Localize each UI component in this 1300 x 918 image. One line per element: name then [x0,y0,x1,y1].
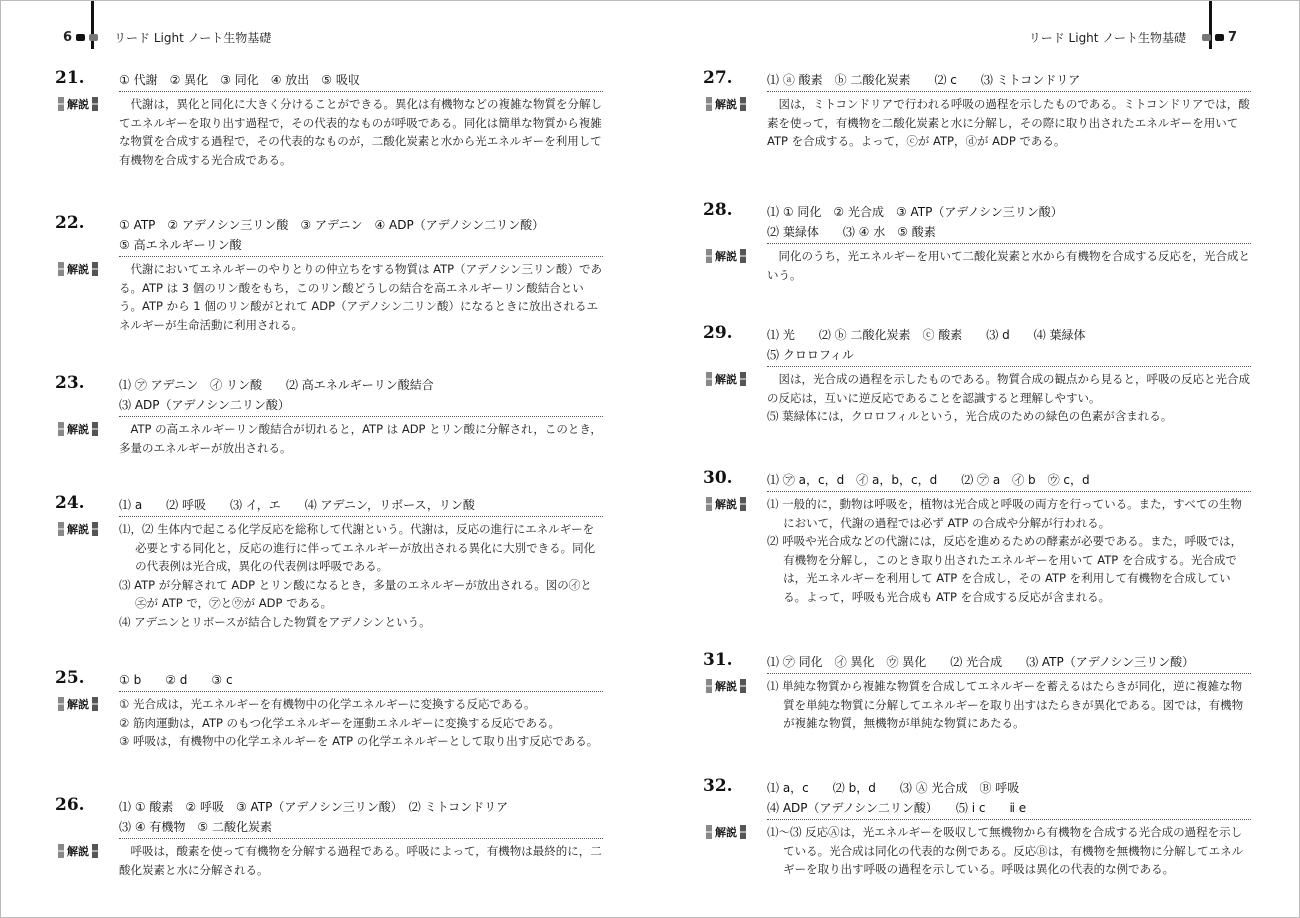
question-number: 25. [55,668,85,688]
question-number: 26. [55,795,85,815]
explanation-label [703,370,767,388]
label-bracket-icon [58,522,64,536]
explanation-paragraph: 代謝においてエネルギーのやりとりの仲立ちをする物質は ATP（アデノシン三リン酸）である。ATP は 3 個のリン酸をもち，このリン酸どうしの結合を高エネルギーリン酸結合という。ATP から 1 個のリン酸がとれて ADP（アデノシン二リン酸）になるときに放出されるエネルギーが生命活動に利用される。 [119,262,603,332]
label-bracket-icon [58,422,64,436]
dotted-divider [119,416,603,417]
answer-list [767,467,1090,490]
explanation [703,247,1251,284]
question-number: 31. [703,650,733,670]
answer-list [767,775,1026,818]
explanation-label [55,520,119,538]
label-bracket-icon [92,522,98,536]
explanation-label [55,260,119,278]
dotted-divider [767,491,1251,492]
answer-line: ① b ② d ③ c [119,673,233,687]
question-block [55,67,603,169]
label-bracket-icon [706,249,712,263]
question-number: 24. [55,493,85,513]
explanation-text [119,95,603,169]
header-mark-icon [76,34,85,41]
header-right [1029,29,1237,46]
explanation-text [119,420,603,457]
label-text: 解説 [715,98,737,111]
question-block [703,199,1251,284]
label-text: 解説 [67,423,89,436]
question-block [703,775,1251,879]
explanation-paragraph: 同化のうち，光エネルギーを用いて二酸化炭素と水から有機物を合成する反応を，光合成という。 [767,249,1250,282]
dotted-divider [119,516,603,517]
answer-list [119,667,233,690]
label-bracket-icon [92,697,98,711]
label-text: 解説 [715,250,737,263]
explanation [55,842,603,879]
dotted-divider [119,691,603,692]
answer-list [119,794,508,837]
question-header [55,492,603,515]
explanation [55,95,603,169]
label-bracket-icon [706,97,712,111]
question-header [703,199,1251,242]
label-bracket-icon [740,97,746,111]
question-header [55,667,603,690]
answer-line: ⑴ 光 ⑵ ⓑ 二酸化炭素 ⓒ 酸素 ⑶ d ⑷ 葉緑体 [767,328,1086,342]
question-header [703,322,1251,365]
explanation [55,520,603,631]
book-title-left: リード Light ノート生物基礎 [114,31,272,45]
question-block [703,467,1251,606]
question-block [703,649,1251,733]
explanation-text [767,823,1251,879]
question-number: 32. [703,776,733,796]
page-number-right: 7 [1227,30,1237,45]
question-header [703,649,1251,672]
explanation-item: ② 筋肉運動は，ATP のもつ化学エネルギーを運動エネルギーに変換する反応である。 [119,715,561,730]
answer-line: ⑴ a ⑵ 呼吸 ⑶ イ，エ ⑷ アデニン，リボース，リン酸 [119,498,475,512]
answer-line: ① ATP ② アデノシン三リン酸 ③ アデニン ④ ADP（アデノシン二リン酸） [119,218,545,232]
question-block [55,667,603,751]
question-number: 29. [703,323,733,343]
explanation-label [703,247,767,265]
answer-list [119,372,434,415]
page-number-left: 6 [63,30,73,45]
explanation-item: ⑶ ATP が分解されて ADP とリン酸になるとき，多量のエネルギーが放出される。図の㋑と㋓が ATP で，㋐と㋒が ADP である。 [119,577,592,610]
question-number: 22. [55,213,85,233]
explanation-item: ⑸ 葉緑体には，クロロフィルという，光合成のための緑色の色素が含まれる。 [767,409,1173,423]
label-text: 解説 [67,263,89,276]
label-bracket-icon [92,97,98,111]
explanation-text [767,247,1251,284]
explanation-item: ① 光合成は，光エネルギーを有機物中の化学エネルギーに変換する反応である。 [119,697,536,711]
dotted-divider [767,243,1251,244]
answer-list [119,67,360,90]
answer-line: ⑴ ① 同化 ② 光合成 ③ ATP（アデノシン三リン酸） [767,205,1063,219]
label-bracket-icon [92,262,98,276]
label-bracket-icon [706,825,712,839]
explanation [55,420,603,457]
answer-list [767,199,1063,242]
label-bracket-icon [740,825,746,839]
question-header [55,67,603,90]
explanation-text [119,520,603,631]
answer-list [119,492,475,515]
explanation-text [767,495,1251,606]
header-mark-icon [1202,34,1211,41]
explanation-item: ③ 呼吸は，有機物中の化学エネルギーを ATP の化学エネルギーとして取り出す反応である。 [119,734,599,748]
explanation-item: ⑵ 呼吸や光合成などの代謝には，反応を進めるための酵素が必要である。また，呼吸では，有機物を分解し，このとき取り出されたエネルギーを用いて ATP を合成する。光合成では，光エネルギーを利用して ATP を合成し，その ATP を利用して有機物を合成している。よって，呼吸も光合成も ATP を合成する反応が含まれる。 [767,534,1243,604]
label-bracket-icon [706,372,712,386]
header-mark-icon [1215,34,1224,41]
explanation-label [703,95,767,113]
question-block [55,212,603,334]
label-bracket-icon [740,249,746,263]
explanation-label [703,823,767,841]
book-title-right: リード Light ノート生物基礎 [1028,31,1186,45]
explanation-paragraph: 呼吸は，酸素を使って有機物を分解する過程である。呼吸によって，有機物は最終的に，二酸化炭素と水に分解される。 [119,844,602,877]
answer-line: ⑴ ① 酸素 ② 呼吸 ③ ATP（アデノシン三リン酸） ⑵ ミトコンドリア [119,800,509,814]
explanation [55,695,603,751]
label-text: 解説 [67,98,89,111]
question-header [703,467,1251,490]
question-block [703,322,1251,426]
explanation-item: ⑴ 一般的に，動物は呼吸を，植物は光合成と呼吸の両方を行っている。また，すべての生物において，代謝の過程では必ず ATP の合成や分解が行われる。 [767,497,1242,530]
label-text: 解説 [715,680,737,693]
label-text: 解説 [67,698,89,711]
label-bracket-icon [92,844,98,858]
explanation-paragraph: 代謝は，異化と同化に大きく分けることができる。異化は有機物などの複雑な物質を分解してエネルギーを取り出す過程で，その代表的なものが呼吸である。同化は簡単な物質から複雑な物質を合成する過程で，その代表的なものが，二酸化炭素と水から光エネルギーを利用して有機物を合成する光合成である。 [119,97,602,167]
answer-list [767,649,1194,672]
question-header [55,372,603,415]
answer-list [767,67,1080,90]
explanation-text [767,370,1251,426]
question-header [703,67,1251,90]
explanation [703,495,1251,606]
answer-line: ⑤ 高エネルギーリン酸 [119,238,242,252]
dotted-divider [119,91,603,92]
question-number: 28. [703,200,733,220]
explanation-text [119,842,603,879]
explanation-paragraph: 図は，ミトコンドリアで行われる呼吸の過程を示したものである。ミトコンドリアでは，酸素を使って，有機物を二酸化炭素と水に分解し，その際に取り出されたエネルギーを用いて ATP を合成する。よって，ⓒが ATP，ⓓが ADP である。 [767,97,1250,148]
question-block [55,492,603,631]
answer-line: ① 代謝 ② 異化 ③ 同化 ④ 放出 ⑤ 吸収 [119,73,360,87]
explanation-label [55,695,119,713]
label-text: 解説 [67,523,89,536]
label-bracket-icon [740,372,746,386]
answer-line: ⑴ a，c ⑵ b，d ⑶ Ⓐ 光合成 Ⓑ 呼吸 [767,781,1020,795]
explanation-label [55,842,119,860]
answer-line: ⑴ ⓐ 酸素 ⓑ 二酸化炭素 ⑵ c ⑶ ミトコンドリア [767,73,1081,87]
explanation [703,677,1251,733]
dotted-divider [767,366,1251,367]
answer-line: ⑶ ADP（アデノシン二リン酸） [119,398,290,412]
explanation-item: ⑴～⑶ 反応Ⓐは，光エネルギーを吸収して無機物から有機物を合成する光合成の過程を示している。光合成は同化の代表的な例である。反応Ⓑは，有機物を無機物に分解してエネルギーを取り出す呼吸の過程を示している。呼吸は異化の代表的な例である。 [767,825,1244,876]
label-bracket-icon [58,262,64,276]
explanation-label [55,95,119,113]
label-bracket-icon [58,697,64,711]
question-number: 23. [55,373,85,393]
explanation-item: ⑴ 単純な物質から複雑な物質を合成してエネルギーを蓄えるはたらきが同化，逆に複雑な物質を単純な物質に分解してエネルギーを取り出すはたらきが異化である。図では，有機物が複雑な物質，無機物が単純な物質にあたる。 [767,679,1244,730]
label-bracket-icon [58,97,64,111]
dotted-divider [767,91,1251,92]
explanation-item: ⑴，⑵ 生体内で起こる化学反応を総称して代謝という。代謝は，反応の進行にエネルギーを必要とする同化と，反応の進行に伴ってエネルギーが放出される異化に大別できる。同化の代表例は光合成，異化の代表例は呼吸である。 [119,522,596,573]
label-text: 解説 [715,498,737,511]
answer-line: ⑵ 葉緑体 ⑶ ④ 水 ⑤ 酸素 [767,225,936,239]
explanation-text [119,695,598,751]
explanation-text [767,677,1251,733]
question-header [703,775,1251,818]
question-header [55,212,603,255]
explanation [55,260,603,334]
answer-line: ⑸ クロロフィル [767,348,854,362]
explanation-label [703,677,767,695]
answer-list [767,322,1086,365]
label-bracket-icon [58,844,64,858]
label-bracket-icon [706,679,712,693]
answer-line: ⑴ ㋐ アデニン ㋑ リン酸 ⑵ 高エネルギーリン酸結合 [119,378,434,392]
explanation-text [119,260,603,334]
question-block [703,67,1251,151]
answer-line: ⑶ ④ 有機物 ⑤ 二酸化炭素 [119,820,272,834]
label-text: 解説 [67,845,89,858]
label-text: 解説 [715,373,737,386]
explanation-paragraph: ATP の高エネルギーリン酸結合が切れると，ATP は ADP とリン酸に分解され，このとき，多量のエネルギーが放出される。 [119,422,602,455]
explanation [703,823,1251,879]
explanation-label [55,420,119,438]
explanation-label [703,495,767,513]
answer-list [119,212,544,255]
question-number: 27. [703,68,733,88]
label-bracket-icon [706,497,712,511]
question-block [55,794,603,879]
explanation-item: ⑷ アデニンとリボースが結合した物質をアデノシンという。 [119,614,431,629]
label-bracket-icon [740,679,746,693]
label-bracket-icon [92,422,98,436]
header-mark-icon [89,34,98,41]
answer-line: ⑴ ㋐ 同化 ㋑ 異化 ㋒ 異化 ⑵ 光合成 ⑶ ATP（アデノシン三リン酸） [767,655,1195,669]
explanation [703,370,1251,426]
question-block [55,372,603,457]
dotted-divider [119,838,603,839]
question-header [55,794,603,837]
answer-line: ⑴ ㋐ a，c，d ㋑ a，b，c，d ⑵ ㋐ a ㋑ b ㋒ c，d [767,473,1090,487]
question-number: 21. [55,68,85,88]
label-text: 解説 [715,826,737,839]
answer-line: ⑷ ADP（アデノシン二リン酸） ⑸ ⅰ c ⅱ e [767,801,1027,815]
dotted-divider [119,256,603,257]
explanation-paragraph: 図は，光合成の過程を示したものである。物質合成の観点から見ると，呼吸の反応と光合成の反応は，互いに逆反応であることを認識すると理解しやすい。 [767,372,1250,405]
explanation [703,95,1251,151]
question-number: 30. [703,468,733,488]
header-left [63,29,271,46]
dotted-divider [767,819,1251,820]
dotted-divider [767,673,1251,674]
label-bracket-icon [740,497,746,511]
explanation-text [767,95,1251,151]
